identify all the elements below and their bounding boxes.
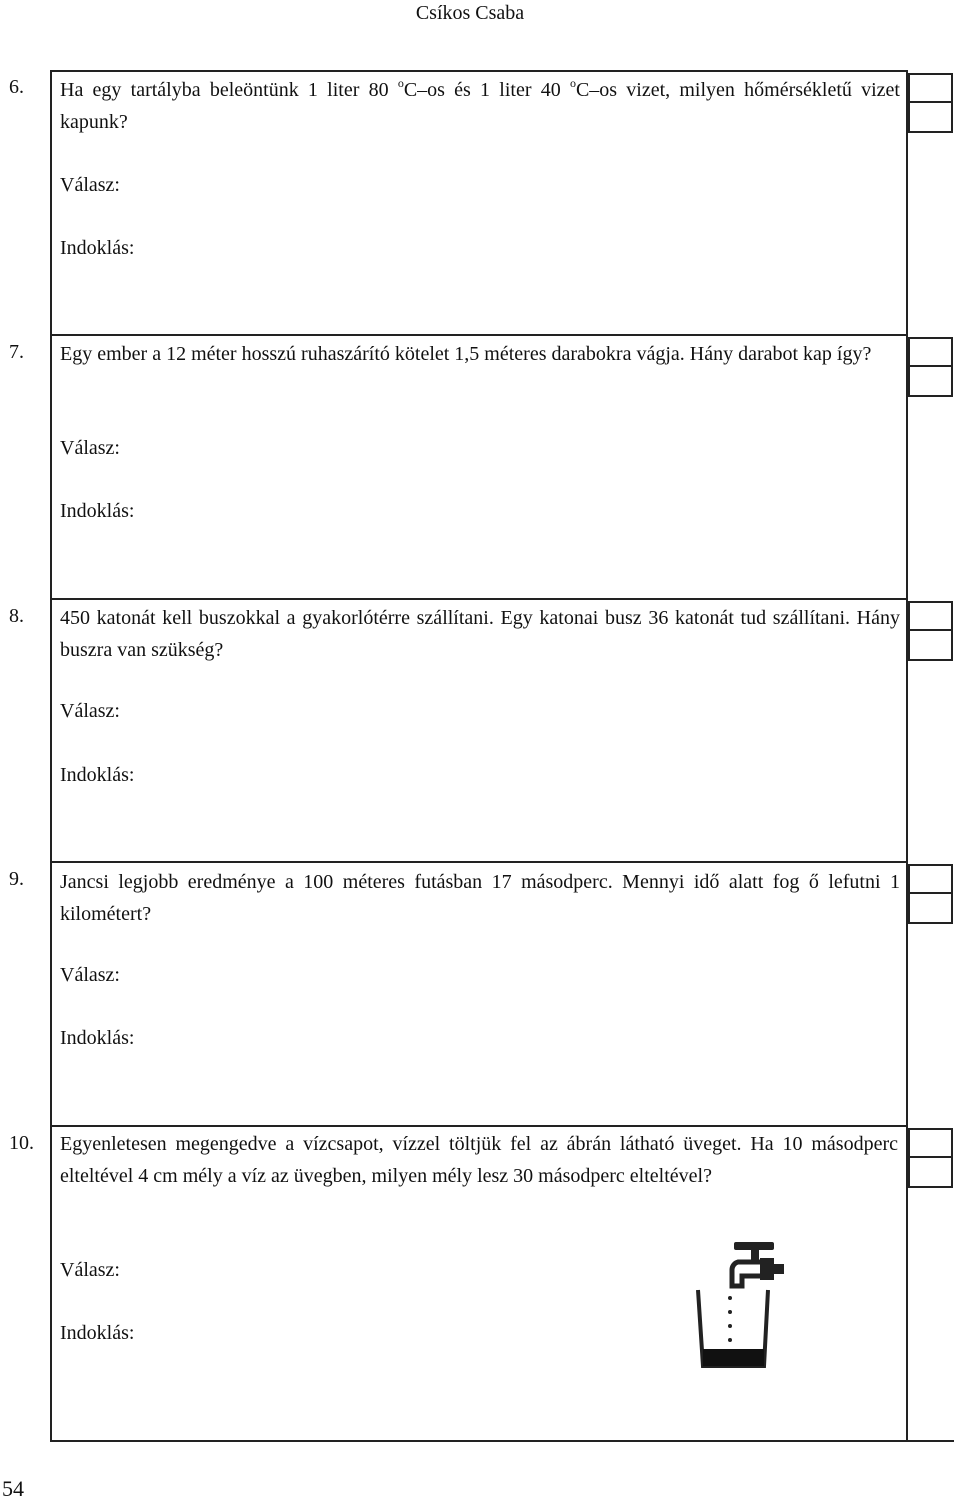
question-number: 7. <box>9 341 24 363</box>
frame-bottom-extension <box>906 1440 954 1442</box>
question-number: 9. <box>9 868 24 890</box>
question-divider <box>50 598 908 600</box>
question-text: Jancsi legjobb eredménye a 100 méteres futásban 17 másodperc. Mennyi idő alatt fog ő lefutni 1 kilométert? <box>60 871 900 925</box>
question-text: Egyenletesen megengedve a vízcsapot, vízzel töltjük fel az ábrán látható üveget. Ha 10 másodperc elteltével 4 cm mély a víz az üvegben, milyen mély lesz 30 másodperc elteltével? <box>60 1133 898 1187</box>
score-box <box>908 864 953 894</box>
score-box <box>908 631 953 661</box>
reason-label: Indoklás: <box>60 237 135 259</box>
question-text-part: Ha egy tartályba beleöntünk 1 liter 80 <box>60 79 398 101</box>
reason-label: Indoklás: <box>60 1027 135 1049</box>
answer-label: Válasz: <box>60 964 120 986</box>
page-header-author: Csíkos Csaba <box>415 2 525 24</box>
question-text-part: C–os és 1 liter 40 <box>403 79 570 101</box>
score-box <box>908 1158 953 1188</box>
question-number: 10. <box>9 1132 34 1154</box>
reason-label: Indoklás: <box>60 764 135 786</box>
answer-label: Válasz: <box>60 700 120 722</box>
answer-label: Válasz: <box>60 1259 120 1281</box>
score-box <box>908 601 953 631</box>
question-text-part: C–os vizet, milyen hőmérsékletű vizet kapunk? <box>60 79 900 133</box>
question-text <box>60 74 900 138</box>
question-divider <box>50 1125 908 1127</box>
answer-label: Válasz: <box>60 437 120 459</box>
page-number: 54 <box>2 1476 24 1501</box>
score-box <box>908 103 953 133</box>
question-divider <box>50 861 908 863</box>
question-divider <box>50 70 908 72</box>
score-box <box>908 367 953 397</box>
score-box <box>908 73 953 103</box>
faucet-glass-icon <box>660 1232 800 1377</box>
degree-sup: o <box>569 76 576 90</box>
degree-sup: o <box>397 76 404 90</box>
reason-label: Indoklás: <box>60 500 135 522</box>
score-box <box>908 337 953 367</box>
question-text: 450 katonát kell buszokkal a gyakorlótérre szállítani. Egy katonai busz 36 katonát tud szállítani. Hány buszra van szükség? <box>60 607 900 661</box>
question-divider <box>50 334 908 336</box>
question-number: 8. <box>9 605 24 627</box>
score-box <box>908 894 953 924</box>
score-box <box>908 1128 953 1158</box>
answer-label: Válasz: <box>60 174 120 196</box>
reason-label: Indoklás: <box>60 1322 135 1344</box>
question-number: 6. <box>9 76 24 98</box>
question-text: Egy ember a 12 méter hosszú ruhaszárító kötelet 1,5 méteres darabokra vágja. Hány darabot kap így? <box>60 343 872 365</box>
